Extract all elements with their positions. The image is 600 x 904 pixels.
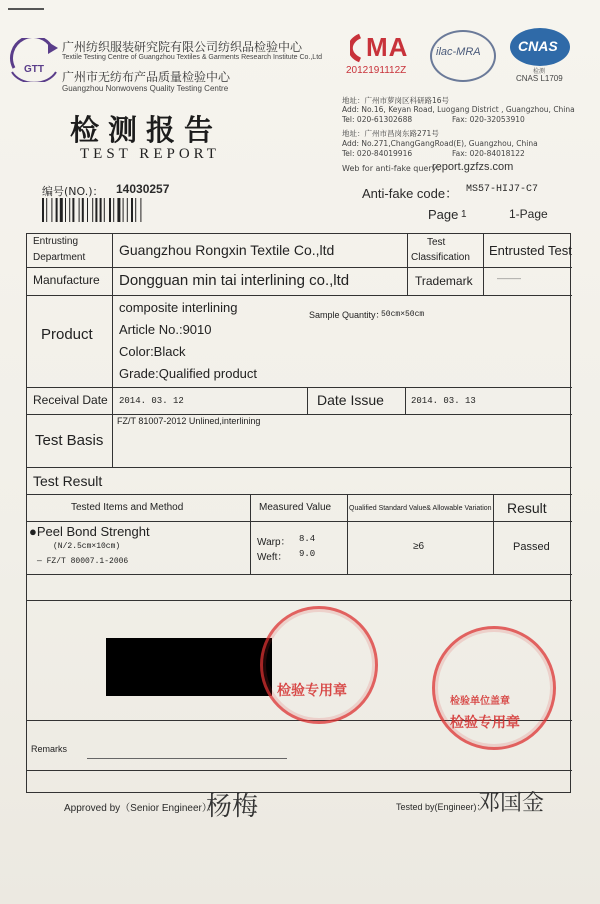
cnas-sub-text: 检测 bbox=[533, 68, 546, 75]
page-value: 1 bbox=[461, 209, 467, 220]
tested-label: Tested by(Engineer)： bbox=[396, 802, 486, 812]
product-line-1: composite interlining bbox=[119, 300, 238, 315]
test-result-label: Test Result bbox=[33, 473, 103, 489]
item-unit: (N/2.5cm×10cm) bbox=[53, 542, 121, 551]
test-class-label-2: Classification bbox=[411, 252, 470, 263]
approved-signature: 杨梅 bbox=[206, 792, 259, 822]
manufacture-value: Dongguan min tai interlining co.,ltd bbox=[119, 272, 350, 289]
date-issue-value: 2014. 03. 13 bbox=[411, 396, 476, 406]
address-2-cn: 地址：广州市昌岗东路271号 bbox=[342, 129, 439, 138]
tel-1: Tel: 020-61302688 bbox=[342, 115, 413, 124]
product-line-3: Color:Black bbox=[119, 344, 186, 359]
org-name-cn-2: 广州市无纺布产品质量检验中心 bbox=[62, 70, 231, 84]
fax-1: Fax: 020-32053910 bbox=[452, 115, 525, 124]
sample-qty-value: 50cm×50cm bbox=[381, 310, 425, 319]
test-class-value: Entrusted Test bbox=[489, 243, 572, 258]
tel-2: Tel: 020-84019916 bbox=[342, 149, 413, 158]
item-name: ●Peel Bond Strenght bbox=[29, 524, 150, 539]
test-class-label-1: Test bbox=[427, 237, 446, 248]
manufacture-label: Manufacture bbox=[33, 273, 100, 287]
barcode-icon bbox=[42, 198, 192, 222]
col-items-header: Tested Items and Method bbox=[71, 502, 184, 513]
remarks-line bbox=[87, 758, 287, 759]
inspection-stamp-1 bbox=[260, 606, 378, 724]
org-name-en-1: Textile Testing Centre of Guangzhou Textiles & Garments Research Institute Co.,Ltd bbox=[62, 54, 323, 61]
test-basis-value: FZ/T 81007-2012 Unlined,interlining bbox=[117, 416, 261, 426]
report-number-value: 14030257 bbox=[116, 182, 170, 196]
entrusting-value: Guangzhou Rongxin Textile Co.,ltd bbox=[119, 242, 335, 258]
entrusting-label-1: Entrusting bbox=[33, 236, 79, 247]
trademark-label: Trademark bbox=[415, 274, 473, 288]
ilac-logo-text: ilac-MRA bbox=[436, 46, 481, 58]
address-1-en: Add: No.16, Keyan Road, Luogang District , Guangzhou, China bbox=[342, 105, 575, 114]
col-result-header: Result bbox=[507, 500, 547, 516]
tested-signature: 邓国金 bbox=[478, 791, 545, 816]
col-measured-header: Measured Value bbox=[259, 502, 332, 513]
result-value: Passed bbox=[513, 541, 550, 553]
approved-label: Approved by（Senior Engineer）： bbox=[64, 803, 217, 814]
product-line-2: Article No.:9010 bbox=[119, 322, 212, 337]
standard-value: ≥6 bbox=[413, 541, 425, 552]
page-label: Page bbox=[428, 207, 459, 222]
org-name-cn-1: 广州纺织服装研究院有限公司纺织品检验中心 bbox=[62, 40, 303, 54]
cnas-number: CNAS L1709 bbox=[516, 74, 563, 83]
product-line-4: Grade:Qualified product bbox=[119, 366, 258, 381]
redaction-block bbox=[106, 638, 272, 696]
cnas-logo-text: CNAS bbox=[518, 38, 558, 54]
address-2-en: Add: No.271,ChangGangRoad(E), Guangzhou, China bbox=[342, 139, 538, 148]
cma-logo-text: MA bbox=[366, 32, 409, 62]
product-label: Product bbox=[41, 326, 93, 343]
warp-label: Warp： bbox=[257, 537, 291, 548]
stamp-1-text: 检验专用章 bbox=[277, 683, 347, 699]
antifake-value: MS57-HIJ7-C7 bbox=[466, 184, 539, 195]
gtt-logo-text: GTT bbox=[24, 64, 44, 75]
web-value: report.gzfzs.com bbox=[432, 161, 514, 173]
antifake-label: Anti-fake code： bbox=[362, 186, 459, 201]
receival-label: Receival Date bbox=[33, 393, 108, 407]
item-method: — FZ/T 80007.1-2006 bbox=[37, 557, 129, 566]
col-standard-header: Qualified Standard Value& Allowable Variation bbox=[349, 505, 492, 512]
report-number-label: 编号(NO.)： bbox=[42, 185, 104, 198]
receival-value: 2014. 03. 12 bbox=[119, 396, 184, 406]
page-total: 1-Page bbox=[509, 207, 548, 221]
entrusting-label-2: Department bbox=[33, 252, 86, 263]
remarks-label: Remarks bbox=[31, 744, 68, 754]
fax-2: Fax: 020-84018122 bbox=[452, 149, 525, 158]
warp-value: 8.4 bbox=[299, 534, 316, 544]
web-label: Web for anti-fake query： bbox=[342, 164, 445, 173]
trademark-value: ——— bbox=[497, 274, 521, 283]
title-en: TEST REPORT bbox=[80, 146, 220, 162]
gtt-logo-icon bbox=[6, 38, 62, 82]
address-1-cn: 地址：广州市萝岗区科研路16号 bbox=[342, 96, 450, 105]
title-cn: 检测报告 bbox=[70, 113, 223, 147]
stamp-2-text: 检验专用章 bbox=[450, 715, 520, 731]
stamp-2-top-text: 检验单位盖章 bbox=[450, 696, 510, 707]
test-basis-label: Test Basis bbox=[35, 432, 104, 449]
weft-label: Weft： bbox=[257, 552, 288, 563]
cma-number: 2012191112Z bbox=[346, 65, 407, 76]
staple-mark bbox=[8, 8, 44, 10]
sample-qty-label: Sample Quantity： bbox=[309, 310, 385, 320]
date-issue-label: Date Issue bbox=[317, 392, 384, 408]
weft-value: 9.0 bbox=[299, 549, 316, 559]
org-name-en-2: Guangzhou Nonwovens Quality Testing Centre bbox=[62, 84, 229, 93]
